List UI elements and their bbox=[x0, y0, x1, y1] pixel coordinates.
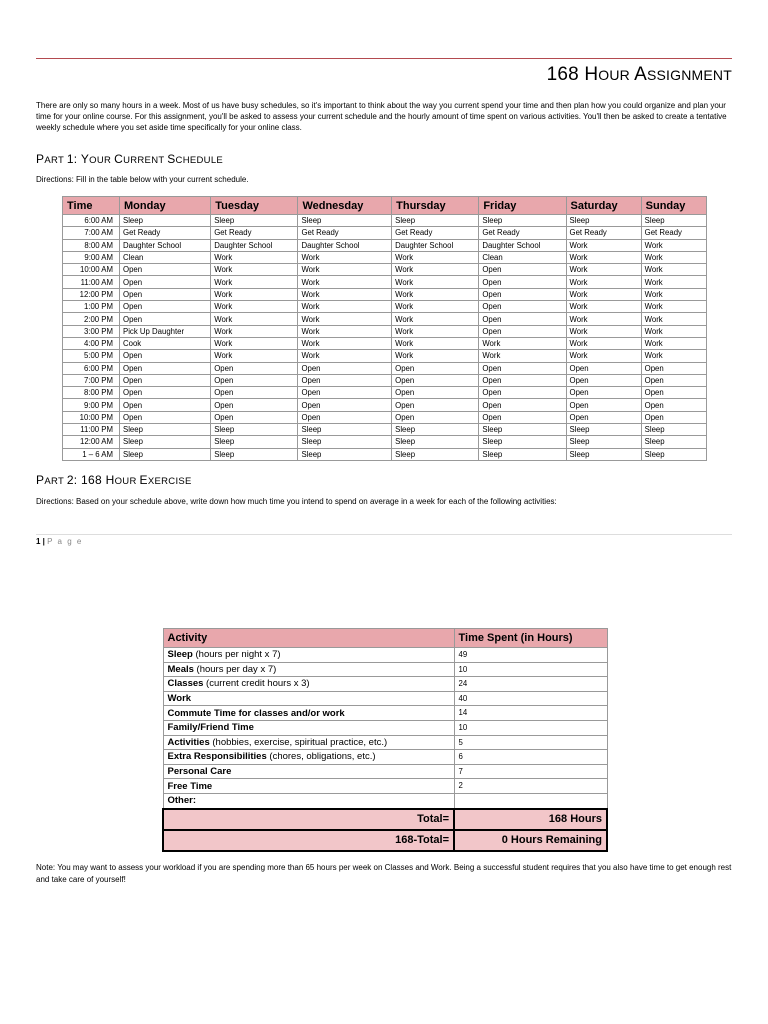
schedule-cell[interactable]: Sleep bbox=[392, 436, 479, 448]
schedule-cell[interactable]: Get Ready bbox=[479, 227, 566, 239]
schedule-cell[interactable]: Open bbox=[479, 313, 566, 325]
time-cell: 2:00 PM bbox=[63, 313, 120, 325]
schedule-header-3: Wednesday bbox=[298, 197, 392, 215]
schedule-cell[interactable]: Work bbox=[211, 251, 298, 263]
activity-label bbox=[163, 735, 454, 750]
schedule-cell[interactable]: Daughter School bbox=[120, 239, 211, 251]
schedule-cell[interactable]: Open bbox=[392, 399, 479, 411]
remaining-row bbox=[163, 830, 607, 851]
activity-header: Activity bbox=[163, 629, 454, 648]
table-row bbox=[163, 779, 607, 794]
activity-name: Classes bbox=[167, 678, 204, 690]
table-row bbox=[163, 750, 607, 765]
time-cell: 5:00 PM bbox=[63, 350, 120, 362]
schedule-cell[interactable]: Open bbox=[566, 399, 641, 411]
schedule-cell[interactable]: Daughter School bbox=[479, 239, 566, 251]
hours-value[interactable]: 10 bbox=[454, 720, 607, 735]
activity-detail: (current credit hours x 3) bbox=[203, 678, 310, 690]
schedule-cell[interactable]: Open bbox=[641, 362, 706, 374]
schedule-cell[interactable]: Sleep bbox=[392, 448, 479, 460]
schedule-cell[interactable]: Open bbox=[479, 325, 566, 337]
schedule-cell[interactable]: Work bbox=[298, 350, 392, 362]
schedule-header-4: Thursday bbox=[392, 197, 479, 215]
schedule-cell[interactable]: Work bbox=[392, 350, 479, 362]
schedule-cell[interactable]: Work bbox=[566, 264, 641, 276]
schedule-cell[interactable]: Open bbox=[566, 387, 641, 399]
schedule-cell[interactable]: Work bbox=[211, 264, 298, 276]
schedule-cell[interactable]: Work bbox=[641, 301, 706, 313]
time-cell: 7:00 AM bbox=[63, 227, 120, 239]
activity-table bbox=[162, 628, 608, 852]
activity-label bbox=[163, 764, 454, 779]
schedule-cell[interactable]: Open bbox=[566, 374, 641, 386]
activity-label bbox=[163, 677, 454, 692]
schedule-cell[interactable]: Open bbox=[120, 301, 211, 313]
schedule-cell[interactable]: Work bbox=[566, 337, 641, 349]
time-cell: 10:00 AM bbox=[63, 264, 120, 276]
time-cell: 1:00 PM bbox=[63, 301, 120, 313]
activity-detail: (hours per night x 7) bbox=[192, 649, 281, 661]
schedule-cell[interactable]: Open bbox=[479, 301, 566, 313]
schedule-cell[interactable]: Daughter School bbox=[298, 239, 392, 251]
schedule-cell[interactable]: Sleep bbox=[641, 424, 706, 436]
schedule-cell[interactable]: Open bbox=[120, 264, 211, 276]
note-paragraph: Note: You may want to assess your workload if you are spending more than 65 hours per week on Classes and Work. Being a successful student requires that you also have time to get enough rest and take care of yourself! bbox=[36, 863, 732, 884]
schedule-cell[interactable]: Work bbox=[211, 288, 298, 300]
schedule-cell[interactable]: Work bbox=[392, 313, 479, 325]
activity-label bbox=[163, 779, 454, 794]
schedule-cell[interactable]: Work bbox=[566, 276, 641, 288]
schedule-cell[interactable]: Sleep bbox=[566, 424, 641, 436]
schedule-cell[interactable]: Open bbox=[479, 387, 566, 399]
schedule-cell[interactable]: Open bbox=[120, 350, 211, 362]
table-row bbox=[63, 227, 707, 239]
table-row bbox=[63, 239, 707, 251]
schedule-cell[interactable]: Cook bbox=[120, 337, 211, 349]
schedule-cell[interactable]: Open bbox=[479, 374, 566, 386]
schedule-cell[interactable]: Sleep bbox=[479, 448, 566, 460]
remaining-value[interactable]: 0 Hours Remaining bbox=[454, 830, 607, 851]
activity-label bbox=[163, 720, 454, 735]
hours-value[interactable]: 14 bbox=[454, 706, 607, 721]
activity-name: Sleep bbox=[167, 649, 193, 661]
schedule-cell[interactable]: Work bbox=[298, 251, 392, 263]
header-rule bbox=[36, 58, 732, 59]
schedule-cell[interactable]: Open bbox=[298, 411, 392, 423]
activity-name: Activities bbox=[167, 736, 210, 748]
schedule-cell[interactable]: Pick Up Daughter bbox=[120, 325, 211, 337]
time-cell: 12:00 AM bbox=[63, 436, 120, 448]
schedule-cell[interactable]: Sleep bbox=[120, 436, 211, 448]
part2-heading: PART 2: 168 HOUR EXERCISE bbox=[36, 473, 192, 487]
table-row bbox=[63, 436, 707, 448]
activity-label bbox=[163, 648, 454, 663]
schedule-cell[interactable]: Get Ready bbox=[392, 227, 479, 239]
activity-name: Meals bbox=[167, 663, 194, 675]
table-row bbox=[63, 424, 707, 436]
time-cell: 11:00 PM bbox=[63, 424, 120, 436]
time-cell: 1 – 6 AM bbox=[63, 448, 120, 460]
hours-value[interactable]: 24 bbox=[454, 677, 607, 692]
schedule-cell[interactable]: Open bbox=[392, 411, 479, 423]
schedule-cell[interactable]: Work bbox=[641, 264, 706, 276]
time-cell: 8:00 AM bbox=[63, 239, 120, 251]
time-cell: 7:00 PM bbox=[63, 374, 120, 386]
schedule-header-1: Monday bbox=[120, 197, 211, 215]
schedule-cell[interactable]: Open bbox=[566, 411, 641, 423]
table-row bbox=[163, 793, 607, 808]
total-row bbox=[163, 809, 607, 830]
schedule-cell[interactable]: Open bbox=[120, 288, 211, 300]
schedule-cell[interactable]: Work bbox=[298, 301, 392, 313]
hours-value[interactable] bbox=[454, 793, 607, 808]
schedule-cell[interactable]: Work bbox=[298, 337, 392, 349]
schedule-cell[interactable]: Work bbox=[479, 350, 566, 362]
table-row bbox=[63, 215, 707, 227]
schedule-cell[interactable]: Work bbox=[566, 325, 641, 337]
schedule-cell[interactable]: Work bbox=[566, 350, 641, 362]
schedule-cell[interactable]: Sleep bbox=[298, 424, 392, 436]
schedule-cell[interactable]: Work bbox=[641, 288, 706, 300]
activity-name: Personal Care bbox=[167, 766, 232, 778]
table-row bbox=[63, 399, 707, 411]
schedule-cell[interactable]: Sleep bbox=[479, 424, 566, 436]
schedule-cell[interactable]: Sleep bbox=[479, 215, 566, 227]
schedule-cell[interactable]: Work bbox=[298, 313, 392, 325]
schedule-cell[interactable]: Work bbox=[566, 313, 641, 325]
schedule-cell[interactable]: Open bbox=[479, 362, 566, 374]
schedule-cell[interactable]: Open bbox=[211, 374, 298, 386]
table-row bbox=[63, 276, 707, 288]
schedule-cell[interactable]: Sleep bbox=[120, 215, 211, 227]
table-row bbox=[63, 251, 707, 263]
schedule-cell[interactable]: Open bbox=[479, 276, 566, 288]
time-cell: 9:00 AM bbox=[63, 251, 120, 263]
time-spent-header: Time Spent (in Hours) bbox=[454, 629, 607, 648]
schedule-cell[interactable]: Sleep bbox=[566, 215, 641, 227]
table-row bbox=[163, 691, 607, 706]
schedule-cell[interactable]: Work bbox=[392, 301, 479, 313]
schedule-cell[interactable]: Sleep bbox=[298, 436, 392, 448]
time-cell: 11:00 AM bbox=[63, 276, 120, 288]
table-row bbox=[163, 706, 607, 721]
activity-name: Work bbox=[167, 693, 192, 705]
table-row bbox=[163, 735, 607, 750]
intro-paragraph: There are only so many hours in a week. Most of us have busy schedules, so it's important to think about the way you current spend your time and then plan how you could organize and plan your time for your online course. For this assignment, you'll be asked to assess your current schedule and the hourly amount of time spent on various activities. You'll then be asked to create a tentative weekly schedule where you set aside time specifically for your online class. bbox=[36, 101, 727, 132]
schedule-cell[interactable]: Clean bbox=[120, 251, 211, 263]
schedule-cell[interactable]: Sleep bbox=[211, 436, 298, 448]
schedule-cell[interactable]: Open bbox=[641, 411, 706, 423]
table-row bbox=[63, 448, 707, 460]
schedule-cell[interactable]: Work bbox=[641, 350, 706, 362]
schedule-cell[interactable]: Open bbox=[641, 387, 706, 399]
activity-label bbox=[163, 793, 454, 808]
schedule-header-7: Sunday bbox=[641, 197, 706, 215]
schedule-cell[interactable]: Sleep bbox=[120, 448, 211, 460]
schedule-cell[interactable]: Open bbox=[120, 313, 211, 325]
time-cell: 10:00 PM bbox=[63, 411, 120, 423]
table-row bbox=[63, 325, 707, 337]
activity-detail: (hours per day x 7) bbox=[193, 663, 277, 675]
activity-name: Other: bbox=[167, 795, 196, 807]
schedule-cell[interactable]: Work bbox=[211, 276, 298, 288]
schedule-cell[interactable]: Get Ready bbox=[120, 227, 211, 239]
schedule-cell[interactable]: Open bbox=[298, 374, 392, 386]
schedule-cell[interactable]: Work bbox=[298, 276, 392, 288]
schedule-cell[interactable]: Work bbox=[211, 350, 298, 362]
time-cell: 6:00 AM bbox=[63, 215, 120, 227]
table-row bbox=[163, 764, 607, 779]
schedule-cell[interactable]: Sleep bbox=[641, 215, 706, 227]
schedule-cell[interactable]: Sleep bbox=[211, 424, 298, 436]
schedule-cell[interactable]: Open bbox=[120, 387, 211, 399]
schedule-cell[interactable]: Sleep bbox=[211, 448, 298, 460]
table-row bbox=[163, 677, 607, 692]
schedule-cell[interactable]: Open bbox=[566, 362, 641, 374]
schedule-cell[interactable]: Work bbox=[211, 325, 298, 337]
schedule-cell[interactable]: Sleep bbox=[120, 424, 211, 436]
schedule-cell[interactable]: Work bbox=[641, 313, 706, 325]
schedule-header-5: Friday bbox=[479, 197, 566, 215]
table-row bbox=[63, 313, 707, 325]
schedule-cell[interactable]: Sleep bbox=[479, 436, 566, 448]
schedule-cell[interactable]: Sleep bbox=[211, 215, 298, 227]
schedule-cell[interactable]: Open bbox=[211, 411, 298, 423]
activity-label bbox=[163, 691, 454, 706]
schedule-cell[interactable]: Open bbox=[479, 288, 566, 300]
hours-value[interactable]: 10 bbox=[454, 662, 607, 677]
activity-label bbox=[163, 750, 454, 765]
schedule-table bbox=[62, 196, 707, 461]
time-cell: 4:00 PM bbox=[63, 337, 120, 349]
schedule-cell[interactable]: Work bbox=[392, 325, 479, 337]
schedule-cell[interactable]: Open bbox=[392, 387, 479, 399]
schedule-cell[interactable]: Open bbox=[641, 399, 706, 411]
part2-directions: Directions: Based on your schedule above, write down how much time you intend to spend on average in a week for each of the following activities: bbox=[36, 497, 557, 506]
table-row bbox=[63, 301, 707, 313]
table-row bbox=[63, 337, 707, 349]
hours-value[interactable]: 5 bbox=[454, 735, 607, 750]
schedule-header-6: Saturday bbox=[566, 197, 641, 215]
hours-value[interactable]: 49 bbox=[454, 648, 607, 663]
schedule-cell[interactable]: Work bbox=[641, 276, 706, 288]
schedule-cell[interactable]: Open bbox=[120, 374, 211, 386]
time-cell: 8:00 PM bbox=[63, 387, 120, 399]
schedule-cell[interactable]: Open bbox=[211, 362, 298, 374]
schedule-cell[interactable]: Work bbox=[211, 313, 298, 325]
hours-value[interactable]: 6 bbox=[454, 750, 607, 765]
schedule-header-2: Tuesday bbox=[211, 197, 298, 215]
table-row bbox=[63, 411, 707, 423]
schedule-cell[interactable]: Sleep bbox=[566, 436, 641, 448]
activity-name: Extra Responsibilities bbox=[167, 751, 267, 763]
schedule-cell[interactable]: Open bbox=[298, 399, 392, 411]
schedule-cell[interactable]: Open bbox=[479, 264, 566, 276]
schedule-cell[interactable]: Work bbox=[211, 301, 298, 313]
remaining-label: 168-Total= bbox=[163, 830, 454, 851]
schedule-cell[interactable]: Work bbox=[641, 239, 706, 251]
schedule-cell[interactable]: Work bbox=[566, 301, 641, 313]
schedule-cell[interactable]: Work bbox=[211, 337, 298, 349]
schedule-cell[interactable]: Work bbox=[392, 264, 479, 276]
schedule-cell[interactable]: Work bbox=[641, 337, 706, 349]
schedule-cell[interactable]: Work bbox=[392, 288, 479, 300]
schedule-cell[interactable]: Open bbox=[120, 362, 211, 374]
total-value[interactable]: 168 Hours bbox=[454, 809, 607, 830]
activity-label bbox=[163, 706, 454, 721]
schedule-cell[interactable]: Open bbox=[211, 387, 298, 399]
schedule-cell[interactable]: Work bbox=[392, 337, 479, 349]
schedule-cell[interactable]: Open bbox=[211, 399, 298, 411]
activity-label bbox=[163, 662, 454, 677]
hours-value[interactable]: 7 bbox=[454, 764, 607, 779]
table-row bbox=[63, 350, 707, 362]
table-row bbox=[163, 662, 607, 677]
schedule-cell[interactable]: Open bbox=[120, 399, 211, 411]
schedule-cell[interactable]: Open bbox=[120, 276, 211, 288]
activity-name: Free Time bbox=[167, 780, 213, 792]
time-cell: 6:00 PM bbox=[63, 362, 120, 374]
table-row bbox=[163, 648, 607, 663]
table-row bbox=[63, 387, 707, 399]
time-cell: 12:00 PM bbox=[63, 288, 120, 300]
hours-value[interactable]: 2 bbox=[454, 779, 607, 794]
schedule-cell[interactable]: Daughter School bbox=[392, 239, 479, 251]
footer-rule bbox=[36, 534, 732, 535]
schedule-cell[interactable]: Get Ready bbox=[298, 227, 392, 239]
time-cell: 9:00 PM bbox=[63, 399, 120, 411]
schedule-cell[interactable]: Work bbox=[641, 325, 706, 337]
part1-heading: PART 1: YOUR CURRENT SCHEDULE bbox=[36, 152, 224, 166]
schedule-cell[interactable]: Work bbox=[641, 251, 706, 263]
schedule-cell[interactable]: Sleep bbox=[298, 215, 392, 227]
activity-detail: (hobbies, exercise, spiritual practice, etc.) bbox=[209, 736, 388, 748]
table-row bbox=[63, 362, 707, 374]
total-label: Total= bbox=[163, 809, 454, 830]
schedule-cell[interactable]: Work bbox=[298, 325, 392, 337]
schedule-cell[interactable]: Daughter School bbox=[211, 239, 298, 251]
schedule-cell[interactable]: Work bbox=[298, 264, 392, 276]
schedule-cell[interactable]: Work bbox=[392, 251, 479, 263]
table-row bbox=[63, 264, 707, 276]
schedule-cell[interactable]: Sleep bbox=[298, 448, 392, 460]
schedule-cell[interactable]: Work bbox=[566, 239, 641, 251]
table-row bbox=[63, 288, 707, 300]
schedule-cell[interactable]: Open bbox=[479, 411, 566, 423]
schedule-cell[interactable]: Work bbox=[392, 276, 479, 288]
part1-directions: Directions: Fill in the table below with your current schedule. bbox=[36, 175, 249, 184]
schedule-cell[interactable]: Get Ready bbox=[211, 227, 298, 239]
activity-detail: (chores, obligations, etc.) bbox=[266, 751, 376, 763]
schedule-cell[interactable]: Work bbox=[479, 337, 566, 349]
hours-value[interactable]: 40 bbox=[454, 691, 607, 706]
schedule-cell[interactable]: Open bbox=[641, 374, 706, 386]
schedule-cell[interactable]: Open bbox=[479, 399, 566, 411]
time-cell: 3:00 PM bbox=[63, 325, 120, 337]
activity-name: Family/Friend Time bbox=[167, 722, 254, 734]
schedule-cell[interactable]: Work bbox=[566, 288, 641, 300]
schedule-cell[interactable]: Open bbox=[120, 411, 211, 423]
table-row bbox=[163, 720, 607, 735]
schedule-cell[interactable]: Open bbox=[298, 387, 392, 399]
table-row bbox=[63, 374, 707, 386]
schedule-cell[interactable]: Sleep bbox=[392, 215, 479, 227]
activity-name: Commute Time for classes and/or work bbox=[167, 707, 345, 719]
schedule-cell[interactable]: Clean bbox=[479, 251, 566, 263]
schedule-cell[interactable]: Open bbox=[392, 362, 479, 374]
page-footer: 1 | P a g e bbox=[36, 537, 83, 546]
page-title: 168 HOUR ASSIGNMENT bbox=[546, 64, 732, 85]
schedule-cell[interactable]: Sleep bbox=[641, 436, 706, 448]
schedule-cell[interactable]: Open bbox=[298, 362, 392, 374]
schedule-cell[interactable]: Sleep bbox=[566, 448, 641, 460]
schedule-cell[interactable]: Open bbox=[392, 374, 479, 386]
schedule-cell[interactable]: Work bbox=[566, 251, 641, 263]
schedule-cell[interactable]: Work bbox=[298, 288, 392, 300]
schedule-cell[interactable]: Sleep bbox=[641, 448, 706, 460]
schedule-cell[interactable]: Sleep bbox=[392, 424, 479, 436]
schedule-cell[interactable]: Get Ready bbox=[641, 227, 706, 239]
schedule-header-0: Time bbox=[63, 197, 120, 215]
schedule-cell[interactable]: Get Ready bbox=[566, 227, 641, 239]
